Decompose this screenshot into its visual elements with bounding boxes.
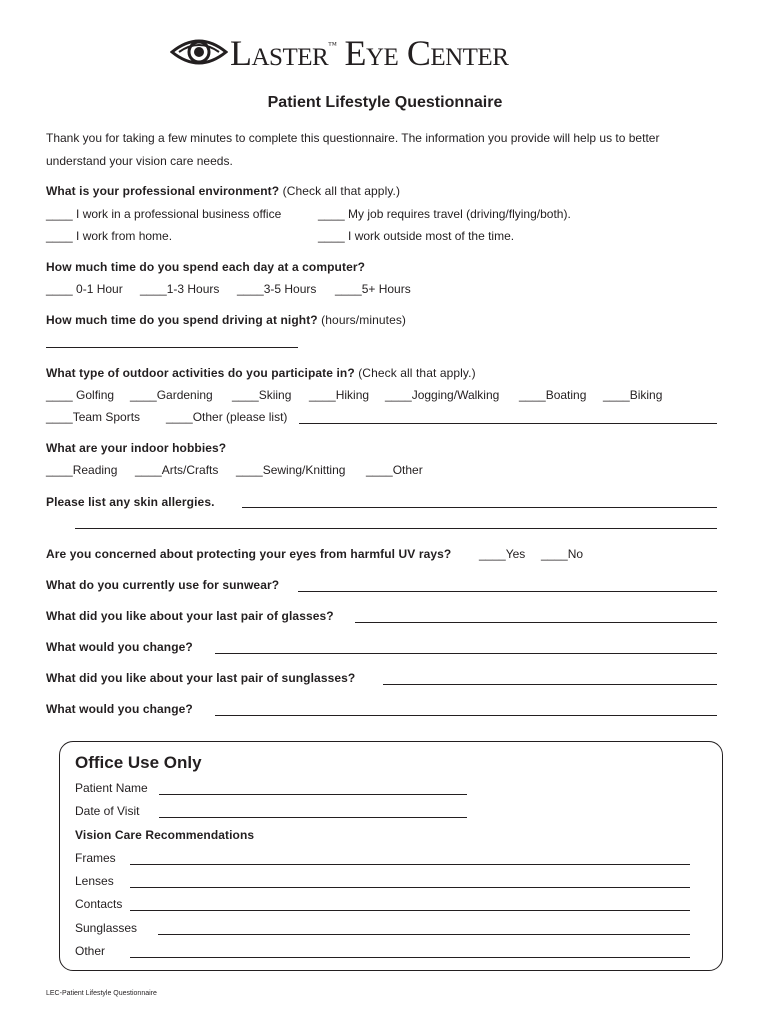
q4-option-golfing[interactable]: ____ Golfing xyxy=(46,388,115,402)
q1-question xyxy=(46,184,400,198)
intro-line-2: understand your vision care needs. xyxy=(46,154,233,168)
q2-option-1-3[interactable]: ____1-3 Hours xyxy=(140,282,220,296)
office-date-field[interactable] xyxy=(159,817,467,818)
q7-option-no[interactable]: ____No xyxy=(541,547,584,561)
office-contacts-label: Contacts xyxy=(75,897,123,911)
office-date-label: Date of Visit xyxy=(75,804,140,818)
q1-option-home[interactable]: ____ I work from home. xyxy=(46,229,173,243)
q2-option-0-1[interactable]: ____ 0-1 Hour xyxy=(46,282,123,296)
q6-answer-line-2[interactable] xyxy=(75,528,717,529)
q11-answer-line[interactable] xyxy=(383,684,717,685)
logo-wordmark: Laster™ Eye Center xyxy=(230,33,509,73)
q4-question-text: What type of outdoor activities do you participate in? xyxy=(46,366,355,380)
q8-answer-line[interactable] xyxy=(298,591,717,592)
q5-option-reading[interactable]: ____Reading xyxy=(46,463,118,477)
q10-answer-line[interactable] xyxy=(215,653,717,654)
office-other-field[interactable] xyxy=(130,957,690,958)
office-patient-name-field[interactable] xyxy=(159,794,467,795)
office-lenses-field[interactable] xyxy=(130,887,690,888)
q1-option-office[interactable]: ____ I work in a professional business office xyxy=(46,207,282,221)
q4-option-jogging[interactable]: ____Jogging/Walking xyxy=(385,388,500,402)
q4-option-skiing[interactable]: ____Skiing xyxy=(232,388,292,402)
q4-option-other[interactable]: ____Other (please list) xyxy=(166,410,288,424)
q4-option-gardening[interactable]: ____Gardening xyxy=(130,388,213,402)
q4-option-team-sports[interactable]: ____Team Sports xyxy=(46,410,141,424)
q4-option-boating[interactable]: ____Boating xyxy=(519,388,587,402)
q5-option-arts[interactable]: ____Arts/Crafts xyxy=(135,463,219,477)
q6-question: Please list any skin allergies. xyxy=(46,495,215,509)
eye-logo-icon xyxy=(170,34,228,70)
q3-question xyxy=(46,313,406,327)
office-lenses-label: Lenses xyxy=(75,874,114,888)
q3-question-text: How much time do you spend driving at night? xyxy=(46,313,318,327)
q6-answer-line-1[interactable] xyxy=(242,507,717,508)
q4-option-biking[interactable]: ____Biking xyxy=(603,388,663,402)
q4-hint: (Check all that apply.) xyxy=(358,366,476,380)
laster-eye-center-logo xyxy=(170,30,600,74)
q5-option-other[interactable]: ____Other xyxy=(366,463,423,477)
q7-question: Are you concerned about protecting your eyes from harmful UV rays? xyxy=(46,547,452,561)
office-other-label: Other xyxy=(75,944,106,958)
q3-hint: (hours/minutes) xyxy=(321,313,407,327)
q2-option-5plus[interactable]: ____5+ Hours xyxy=(335,282,411,296)
page-title: Patient Lifestyle Questionnaire xyxy=(267,94,503,111)
office-sunglasses-label: Sunglasses xyxy=(75,921,138,935)
office-sunglasses-field[interactable] xyxy=(158,934,690,935)
office-frames-label: Frames xyxy=(75,851,116,865)
office-title: Office Use Only xyxy=(75,753,202,772)
office-recommendations-heading: Vision Care Recommendations xyxy=(75,828,255,842)
q12-question: What would you change? xyxy=(46,702,193,716)
q1-question-text: What is your professional environment? xyxy=(46,184,280,198)
q11-question: What did you like about your last pair of sunglasses? xyxy=(46,671,356,685)
q1-option-outside[interactable]: ____ I work outside most of the time. xyxy=(318,229,515,243)
office-use-box xyxy=(59,741,723,971)
q7-option-yes[interactable]: ____Yes xyxy=(479,547,526,561)
office-frames-field[interactable] xyxy=(130,864,690,865)
q4-question xyxy=(46,366,476,380)
intro-line-1: Thank you for taking a few minutes to complete this questionnaire. The information you provide will help us to better xyxy=(46,131,660,145)
q4-other-line[interactable] xyxy=(299,423,717,424)
q10-question: What would you change? xyxy=(46,640,193,654)
q12-answer-line[interactable] xyxy=(215,715,717,716)
q9-question: What did you like about your last pair of glasses? xyxy=(46,609,334,623)
q2-question: How much time do you spend each day at a computer? xyxy=(46,260,366,274)
q1-hint: (Check all that apply.) xyxy=(282,184,401,198)
footer-form-id: LEC-Patient Lifestyle Questionnaire xyxy=(46,990,157,997)
q3-answer-line[interactable] xyxy=(46,347,298,348)
q8-question: What do you currently use for sunwear? xyxy=(46,578,280,592)
q4-option-hiking[interactable]: ____Hiking xyxy=(309,388,370,402)
office-contacts-field[interactable] xyxy=(130,910,690,911)
q2-option-3-5[interactable]: ____3-5 Hours xyxy=(237,282,317,296)
office-patient-name-label: Patient Name xyxy=(75,781,148,795)
q1-option-travel[interactable]: ____ My job requires travel (driving/flying/both). xyxy=(318,207,571,221)
q9-answer-line[interactable] xyxy=(355,622,717,623)
q5-option-sewing[interactable]: ____Sewing/Knitting xyxy=(236,463,346,477)
q5-question: What are your indoor hobbies? xyxy=(46,441,227,455)
